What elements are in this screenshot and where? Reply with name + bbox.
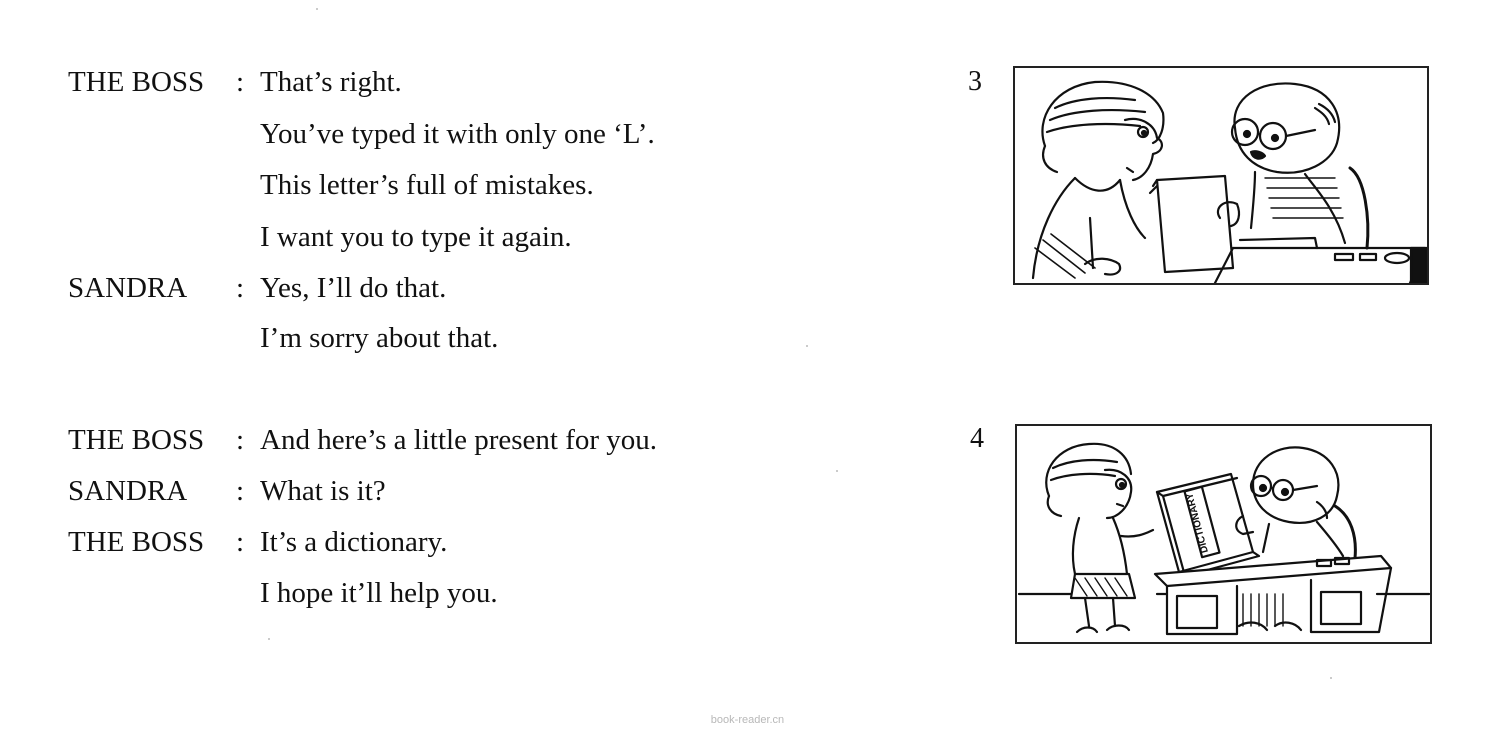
dialogue-text-line: I’m sorry about that. [260, 322, 499, 354]
speaker-colon: : [236, 66, 245, 98]
scan-speck [836, 470, 838, 472]
speaker-label: THE BOSS [68, 66, 205, 98]
dialogue-text-line: You’ve typed it with only one ‘L’. [260, 118, 655, 150]
scan-speck [316, 8, 318, 10]
panel-number: 3 [968, 66, 982, 97]
dictionary-book-label: DICTIONARY [1184, 491, 1211, 555]
speaker-label: SANDRA [68, 272, 188, 304]
dialogue-text-line: What is it? [260, 475, 386, 507]
speaker-colon: : [236, 475, 245, 507]
speaker-colon: : [236, 272, 245, 304]
scan-speck [1330, 677, 1332, 679]
boss-letter-illustration [1015, 68, 1427, 283]
speaker-label: THE BOSS [68, 424, 205, 456]
dialogue-text-line: And here’s a little present for you. [260, 424, 658, 456]
speaker-colon: : [236, 526, 245, 558]
illustration-panel [1015, 424, 1432, 644]
dialogue-text-line: This letter’s full of mistakes. [260, 169, 594, 201]
dialogue-text-line: That’s right. [260, 66, 402, 98]
dialogue-text-line: It’s a dictionary. [260, 526, 448, 558]
scan-speck [806, 345, 808, 347]
panel-number: 4 [970, 423, 984, 454]
dialogue-text-line: Yes, I’ll do that. [260, 272, 447, 304]
scan-speck [268, 638, 270, 640]
dictionary-gift-illustration [1017, 426, 1430, 642]
dialogue-text-line: I want you to type it again. [260, 221, 572, 253]
speaker-label: SANDRA [68, 475, 188, 507]
speaker-label: THE BOSS [68, 526, 205, 558]
speaker-colon: : [236, 424, 245, 456]
dialogue-text-line: I hope it’ll help you. [260, 577, 498, 609]
illustration-panel [1013, 66, 1429, 285]
watermark-footer: book-reader.cn [710, 714, 785, 726]
